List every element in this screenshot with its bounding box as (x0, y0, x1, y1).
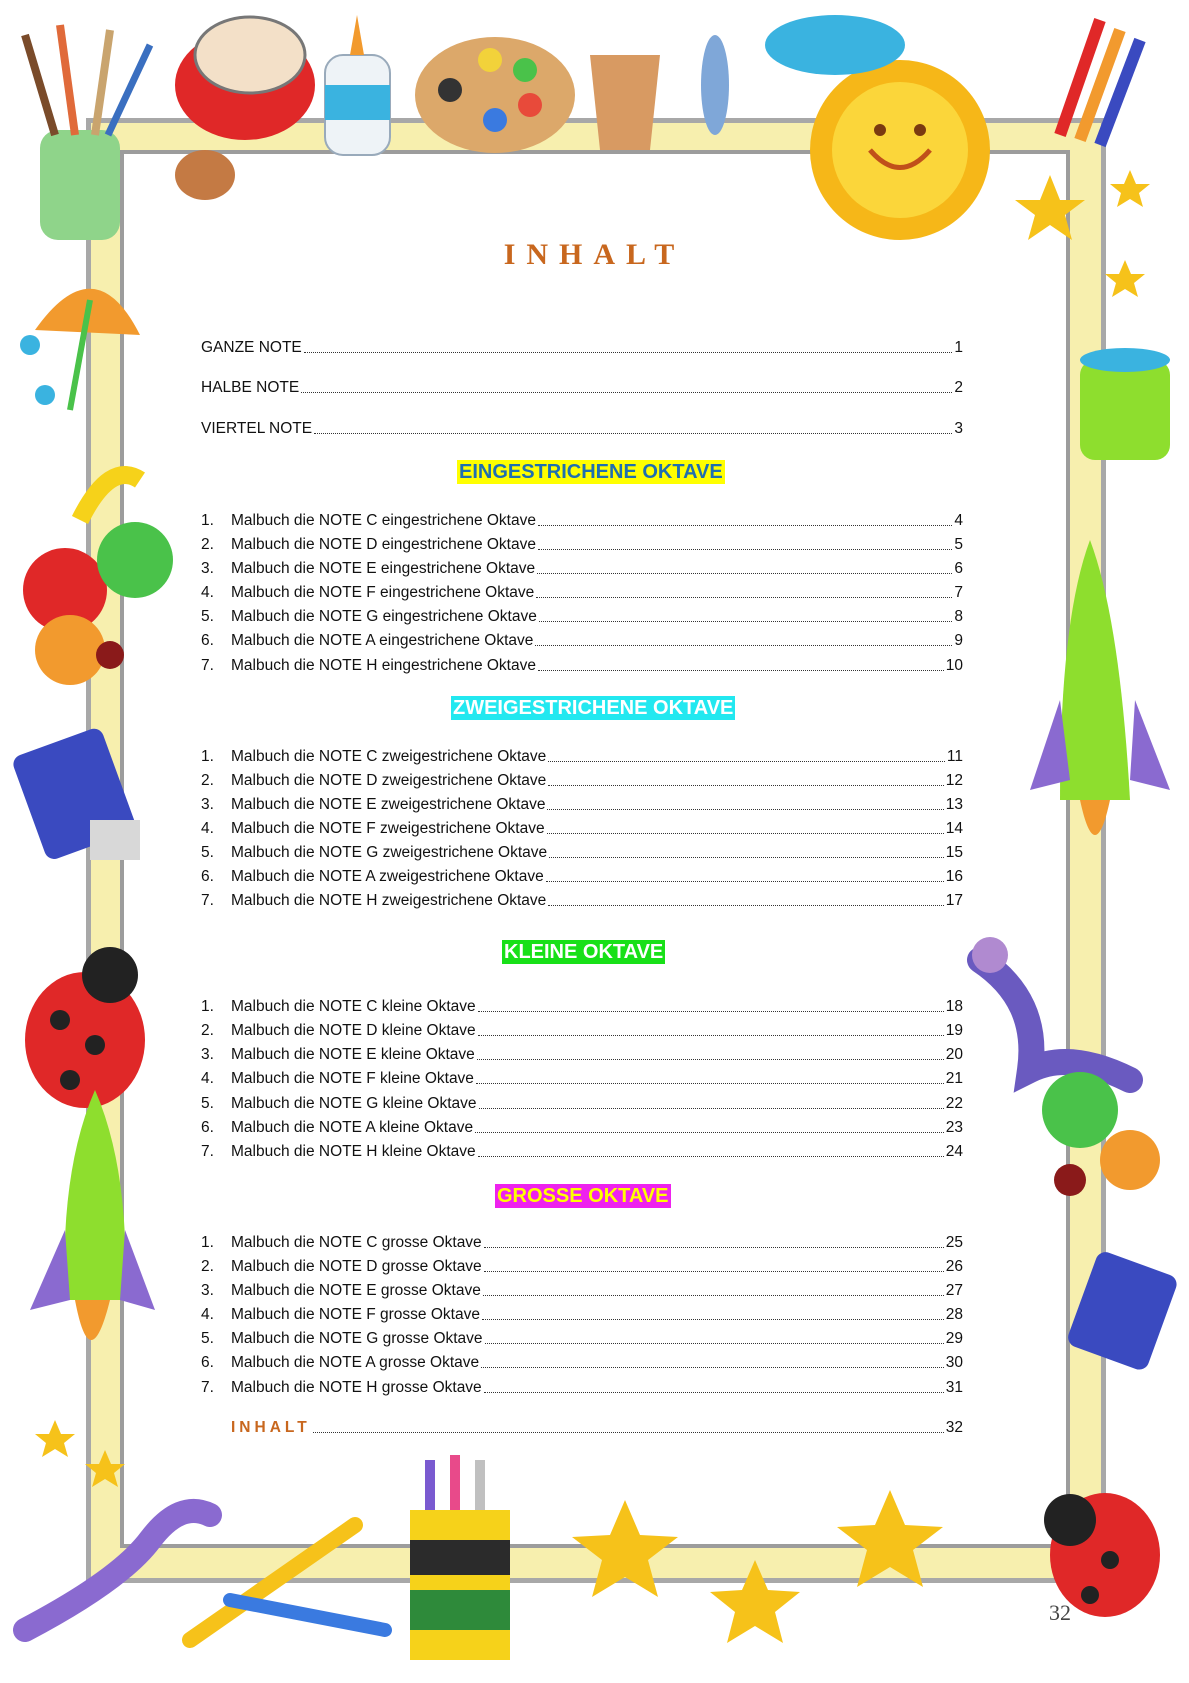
toc-entry-page: 28 (945, 1306, 963, 1323)
toc-entry[interactable] (201, 1256, 963, 1276)
dot-leader (479, 1108, 944, 1109)
toc-entry[interactable] (201, 1304, 963, 1324)
toc-entry-page: 1 (954, 339, 963, 356)
section-heading-eingestrichene: EINGESTRICHENE OKTAVE (459, 461, 723, 483)
page-number: 32 (1049, 1600, 1071, 1625)
dot-leader (549, 857, 944, 858)
toc-entry-number: 1. (201, 748, 214, 765)
toc-entry-page: 14 (945, 820, 963, 837)
toc-entry[interactable] (201, 582, 963, 602)
toc-entry-label: Malbuch die NOTE A grosse Oktave (231, 1354, 480, 1371)
toc-entry-label: Malbuch die NOTE A kleine Oktave (231, 1119, 474, 1136)
dot-leader (537, 573, 952, 574)
dot-leader (482, 1319, 944, 1320)
toc-entry[interactable] (201, 337, 963, 357)
toc-entry[interactable] (201, 1093, 963, 1113)
toc-entry-label: HALBE NOTE (201, 379, 300, 396)
worm-bottom-icon (25, 1511, 210, 1630)
dot-leader (538, 525, 952, 526)
dot-leader (538, 670, 944, 671)
toc-entry-page: 30 (945, 1354, 963, 1371)
toc-entry-label: Malbuch die NOTE G eingestrichene Oktave (231, 608, 537, 625)
toc-entry-number: 2. (201, 772, 214, 789)
rocket-icon (1030, 540, 1170, 835)
toc-entry-label: Malbuch die NOTE A eingestrichene Oktave (231, 632, 534, 649)
toc-entry-number: 5. (201, 844, 214, 861)
toc-entry-label: Malbuch die NOTE F grosse Oktave (231, 1306, 480, 1323)
toc-entry-page: 12 (945, 772, 963, 789)
toc-entry-number: 4. (201, 1306, 214, 1323)
toc-entry-label: Malbuch die NOTE F eingestrichene Oktave (231, 584, 535, 601)
fruits-icon (23, 475, 173, 685)
toc-entry-number: 5. (201, 1330, 214, 1347)
toc-entry-number: 1. (201, 998, 214, 1015)
toc-entry[interactable] (201, 818, 963, 838)
toc-entry-number: 6. (201, 632, 214, 649)
dot-leader (313, 1432, 944, 1433)
toc-entry-number: 5. (201, 1095, 214, 1112)
toc-entry-number: 6. (201, 1119, 214, 1136)
dot-leader (478, 1156, 944, 1157)
dot-leader (304, 352, 953, 353)
umbrella-icon (20, 289, 140, 410)
toc-entry[interactable] (201, 866, 963, 886)
toc-entry-label: Malbuch die NOTE E zweigestrichene Oktave (231, 796, 546, 813)
toc-entry-number: 3. (201, 1282, 214, 1299)
toc-entry-inhalt[interactable] (201, 1417, 963, 1437)
toc-entry-label: Malbuch die NOTE D kleine Oktave (231, 1022, 476, 1039)
toc-entry[interactable] (201, 534, 963, 554)
toc-entry[interactable] (201, 1020, 963, 1040)
crayons-icon (1060, 20, 1140, 145)
toc-entry-number: 4. (201, 1070, 214, 1087)
toc-entry-page: 2 (954, 379, 963, 396)
toc-entry-label: Malbuch die NOTE A zweigestrichene Oktave (231, 868, 544, 885)
toc-entry[interactable] (201, 1117, 963, 1137)
toc-entry-page: 15 (945, 844, 963, 861)
toc-entry[interactable] (201, 794, 963, 814)
toc-entry[interactable] (201, 890, 963, 910)
toc-entry-label: Malbuch die NOTE G grosse Oktave (231, 1330, 483, 1347)
toc-entry-label: Malbuch die NOTE E grosse Oktave (231, 1282, 481, 1299)
toc-entry-label: INHALT (231, 1419, 311, 1436)
toc-entry-label: Malbuch die NOTE F kleine Oktave (231, 1070, 474, 1087)
toc-entry[interactable] (201, 630, 963, 650)
toc-entry-page: 29 (945, 1330, 963, 1347)
worm-icon (972, 937, 1130, 1080)
toc-entry-number: 6. (201, 1354, 214, 1371)
toc-entry-page: 6 (954, 560, 963, 577)
dot-leader (546, 881, 944, 882)
toc-entry-label: Malbuch die NOTE H eingestrichene Oktave (231, 657, 536, 674)
toc-entry-page: 26 (945, 1258, 963, 1275)
toc-entry[interactable] (201, 1232, 963, 1252)
toc-entry[interactable] (201, 1280, 963, 1300)
toc-entry-label: VIERTEL NOTE (201, 420, 313, 437)
ladybug-icon (25, 947, 145, 1108)
toc-entry[interactable] (201, 418, 963, 438)
toc-entry-page: 21 (945, 1070, 963, 1087)
toc-entry-label: Malbuch die NOTE E kleine Oktave (231, 1046, 475, 1063)
toc-entry-number: 4. (201, 584, 214, 601)
toc-entry-number: 6. (201, 868, 214, 885)
stars-left-icon (35, 1420, 125, 1487)
toc-entry-page: 23 (945, 1119, 963, 1136)
toc-entry[interactable] (201, 558, 963, 578)
dot-leader (485, 1343, 944, 1344)
toc-entry-label: Malbuch die NOTE G kleine Oktave (231, 1095, 477, 1112)
dot-leader (477, 1059, 944, 1060)
toc-entry-label: GANZE NOTE (201, 339, 302, 356)
toc-entry-number: 2. (201, 536, 214, 553)
toc-entry-page: 31 (945, 1379, 963, 1396)
dot-leader (548, 761, 945, 762)
toc-entry[interactable] (201, 996, 963, 1016)
brush-cup-icon (25, 25, 150, 240)
toc-entry-page: 9 (954, 632, 963, 649)
toc-entry-label: Malbuch die NOTE F zweigestrichene Oktave (231, 820, 545, 837)
watering-can-icon (1080, 348, 1170, 460)
toc-entry-number: 2. (201, 1022, 214, 1039)
dot-leader (476, 1083, 944, 1084)
toc-entry-number: 7. (201, 1379, 214, 1396)
toc-entry-number: 4. (201, 820, 214, 837)
toc-entry-number: 3. (201, 1046, 214, 1063)
toc-entry-page: 22 (945, 1095, 963, 1112)
dot-leader (538, 549, 952, 550)
toc-entry-page: 13 (945, 796, 963, 813)
dot-leader (475, 1132, 944, 1133)
toc-entry[interactable] (201, 1352, 963, 1372)
toc-entry[interactable] (201, 1377, 963, 1397)
toc-entry[interactable] (201, 1328, 963, 1348)
toc-entry[interactable] (201, 377, 963, 397)
toc-entry-number: 2. (201, 1258, 214, 1275)
dot-leader (314, 433, 952, 434)
toc-entry-page: 18 (945, 998, 963, 1015)
dot-leader (548, 785, 943, 786)
ladybug-bottom-icon (1044, 1493, 1160, 1617)
toc-entry-label: Malbuch die NOTE H zweigestrichene Oktave (231, 892, 547, 909)
dot-leader (536, 597, 952, 598)
dot-leader (547, 833, 944, 834)
toc-entry-page: 19 (945, 1022, 963, 1039)
toc-entry[interactable] (201, 606, 963, 626)
toc-entry-page: 11 (946, 748, 963, 765)
toc-entry[interactable] (201, 746, 963, 766)
dot-leader (484, 1247, 944, 1248)
toc-entry-page: 27 (945, 1282, 963, 1299)
toc-entry-label: Malbuch die NOTE D zweigestrichene Oktave (231, 772, 547, 789)
toc-entry-label: Malbuch die NOTE H kleine Oktave (231, 1143, 476, 1160)
toc-entry-page: 4 (954, 512, 963, 529)
toc-entry-label: Malbuch die NOTE C kleine Oktave (231, 998, 476, 1015)
toc-entry-page: 24 (945, 1143, 963, 1160)
dot-leader (547, 809, 943, 810)
dot-leader (484, 1271, 944, 1272)
toc-entry-label: Malbuch die NOTE C grosse Oktave (231, 1234, 482, 1251)
toc-entry-page: 5 (954, 536, 963, 553)
dot-leader (535, 645, 952, 646)
page-title: INHALT (503, 238, 686, 271)
toc-entry-page: 8 (954, 608, 963, 625)
toc-entry-page: 17 (945, 892, 963, 909)
toc-entry[interactable] (201, 510, 963, 530)
toc-entry-page: 25 (945, 1234, 963, 1251)
toc-entry[interactable] (201, 1141, 963, 1161)
toc-entry-number: 1. (201, 512, 214, 529)
section-heading-zweigestrichene: ZWEIGESTRICHENE OKTAVE (453, 697, 734, 719)
toc-entry-number: 5. (201, 608, 214, 625)
toc-entry[interactable] (201, 770, 963, 790)
paint-tube-icon (11, 726, 140, 862)
toc-entry-number: 1. (201, 1234, 214, 1251)
table-of-contents (201, 0, 963, 1683)
rocket-left-icon (30, 1090, 155, 1340)
paint-tube-right-icon (1065, 1249, 1179, 1372)
section-heading-grosse: GROSSE OKTAVE (497, 1185, 669, 1207)
dot-leader (478, 1011, 944, 1012)
toc-entry-number: 7. (201, 657, 214, 674)
section-heading-kleine: KLEINE OKTAVE (504, 941, 664, 963)
toc-entry-number: 7. (201, 892, 214, 909)
toc-entry-label: Malbuch die NOTE H grosse Oktave (231, 1379, 482, 1396)
toc-entry-number: 3. (201, 796, 214, 813)
toc-entry-label: Malbuch die NOTE G zweigestrichene Oktave (231, 844, 548, 861)
dot-leader (483, 1295, 944, 1296)
toc-entry-page: 7 (954, 584, 963, 601)
toc-entry-page: 20 (945, 1046, 963, 1063)
toc-entry-page: 10 (945, 657, 963, 674)
toc-entry-number: 3. (201, 560, 214, 577)
toc-entry-label: Malbuch die NOTE C zweigestrichene Oktave (231, 748, 547, 765)
dot-leader (478, 1035, 944, 1036)
toc-entry[interactable] (201, 655, 963, 675)
dot-leader (481, 1367, 944, 1368)
toc-entry[interactable] (201, 1044, 963, 1064)
toc-entry-page: 16 (945, 868, 963, 885)
fruits-right-icon (1042, 1072, 1160, 1196)
toc-entry-page: 32 (945, 1419, 963, 1436)
stars-right-icon (1015, 170, 1150, 297)
dot-leader (484, 1392, 944, 1393)
toc-entry-label: Malbuch die NOTE C eingestrichene Oktave (231, 512, 536, 529)
toc-entry-page: 3 (954, 420, 963, 437)
toc-entry-label: Malbuch die NOTE D grosse Oktave (231, 1258, 482, 1275)
toc-entry[interactable] (201, 842, 963, 862)
dot-leader (301, 392, 952, 393)
dot-leader (548, 905, 943, 906)
toc-entry-label: Malbuch die NOTE E eingestrichene Oktave (231, 560, 536, 577)
dot-leader (539, 621, 953, 622)
toc-entry-label: Malbuch die NOTE D eingestrichene Oktave (231, 536, 536, 553)
toc-entry[interactable] (201, 1068, 963, 1088)
toc-entry-number: 7. (201, 1143, 214, 1160)
